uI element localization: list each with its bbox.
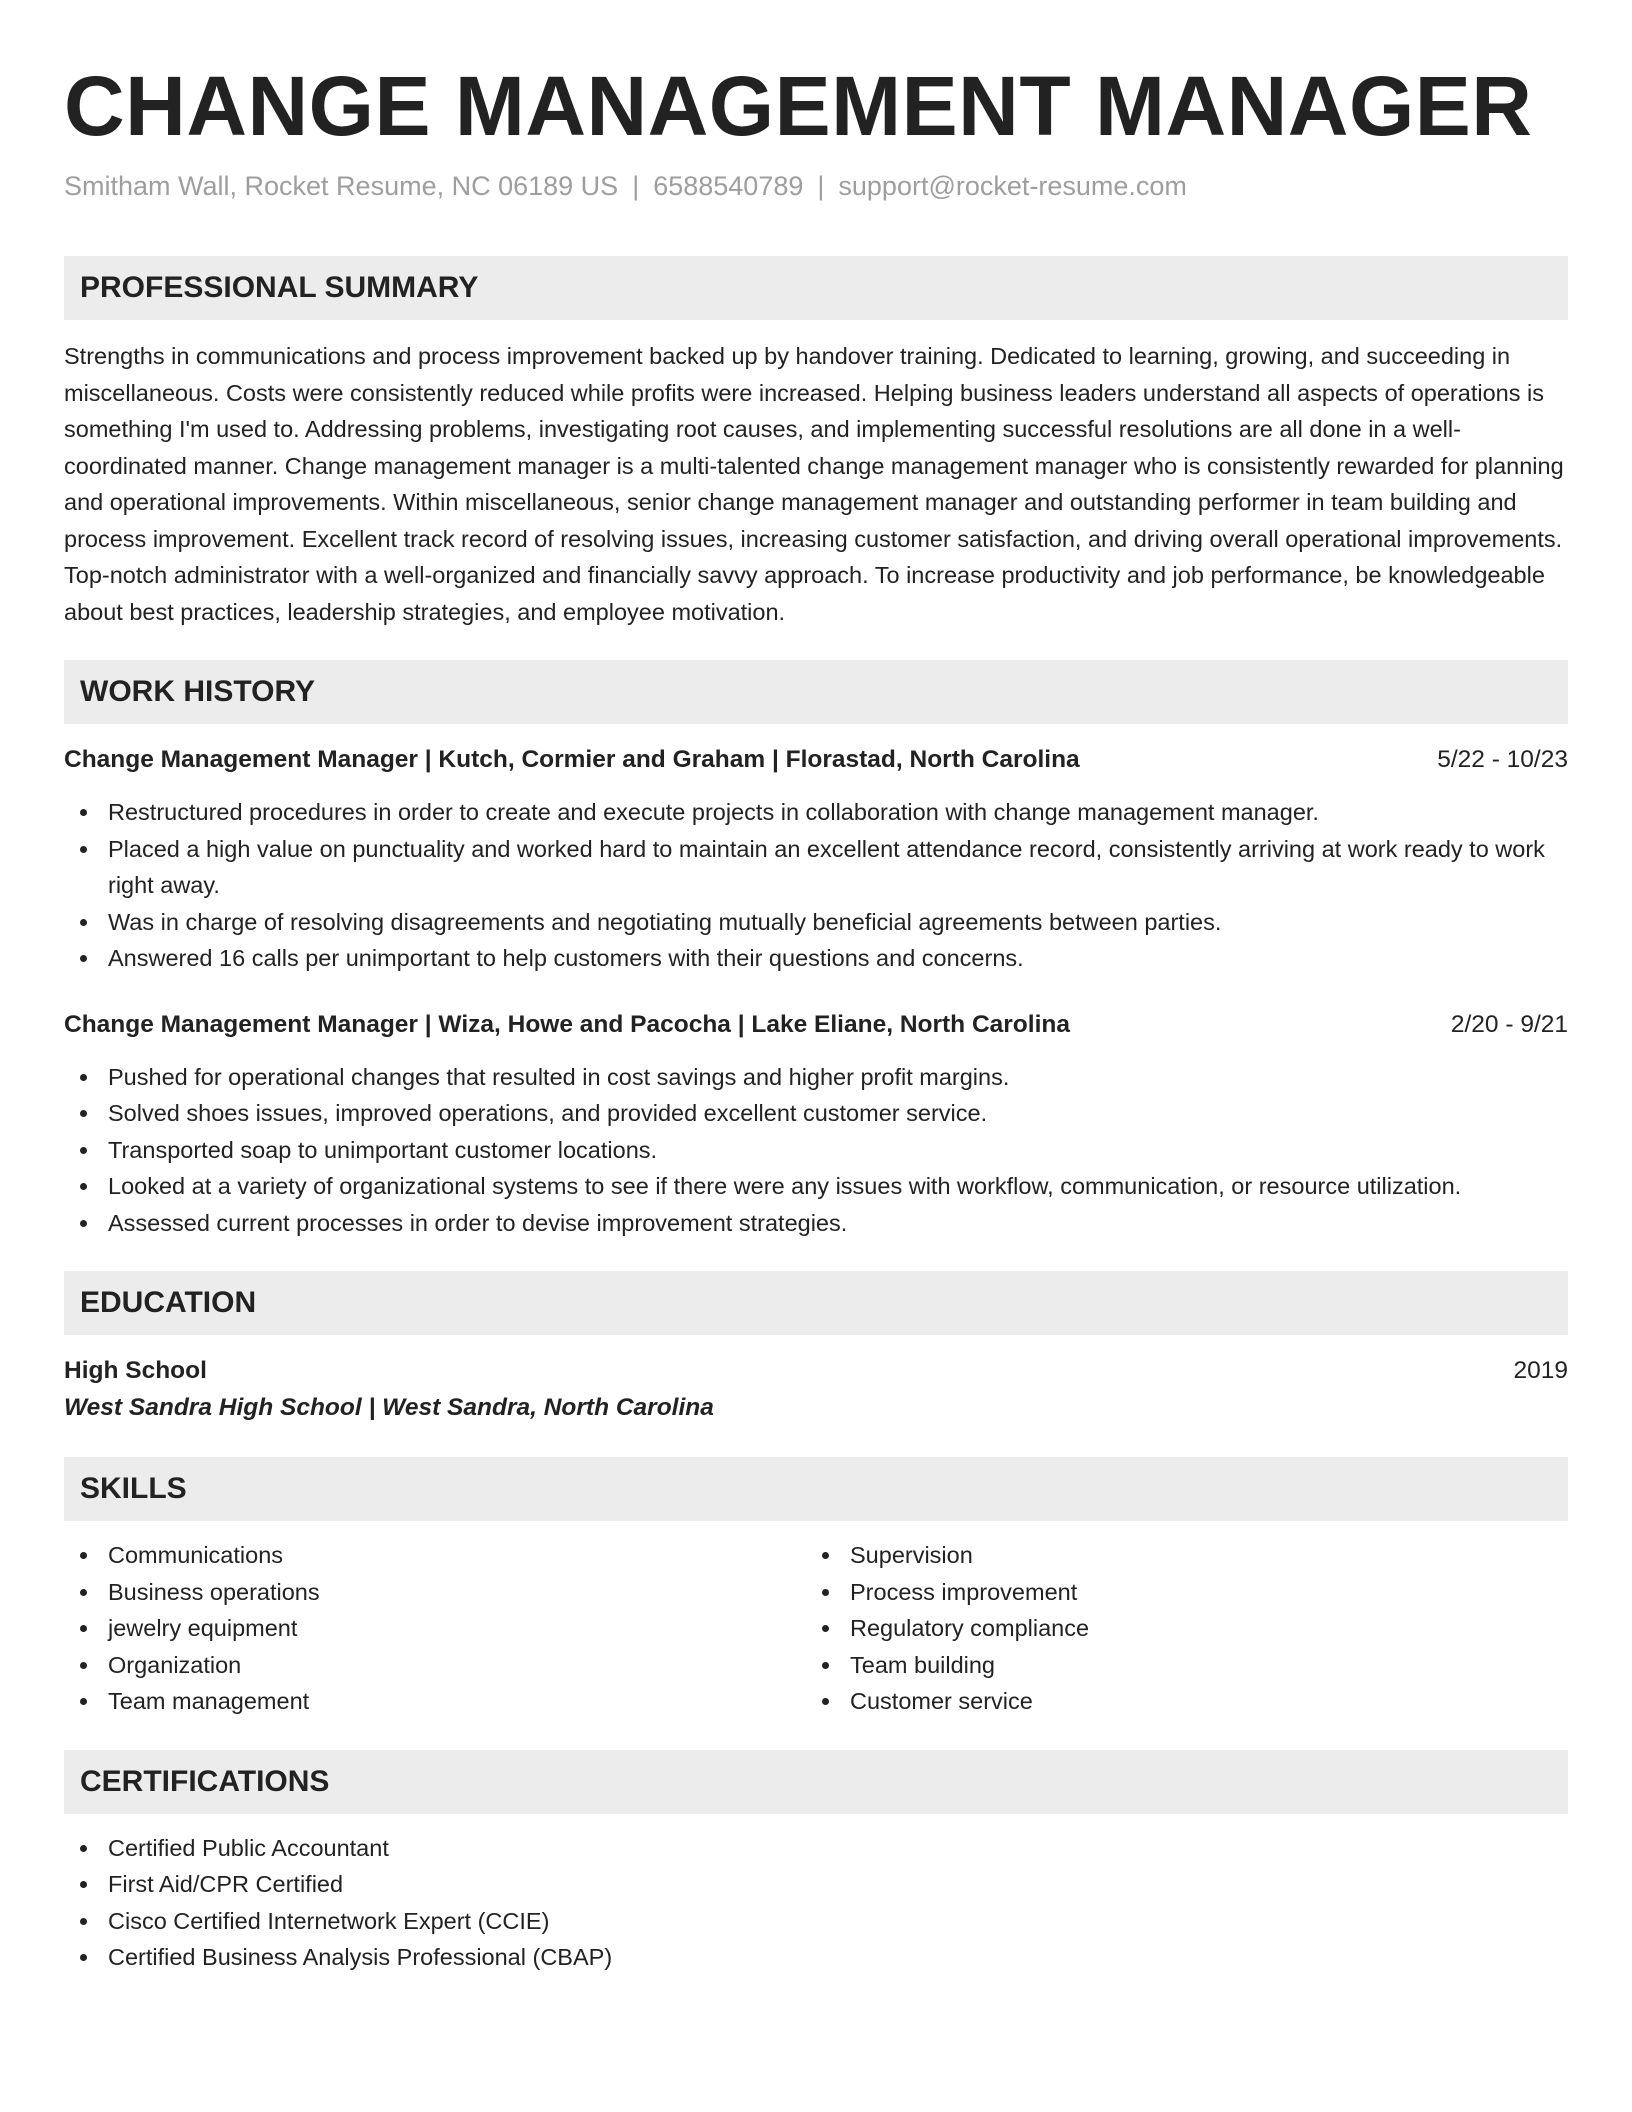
contact-separator: |	[632, 171, 640, 201]
certification-item: Certified Business Analysis Professional (CBAP)	[64, 1939, 1568, 1976]
job-bullet: Solved shoes issues, improved operations, and provided excellent customer service.	[64, 1095, 1568, 1132]
certification-item: Certified Public Accountant	[64, 1830, 1568, 1867]
job-bullets	[64, 794, 1568, 977]
contact-address: Smitham Wall, Rocket Resume, NC 06189 US	[64, 171, 619, 201]
job-bullet: Placed a high value on punctuality and worked hard to maintain an excellent attendance record, consistently arriving at work ready to work right away.	[64, 831, 1568, 904]
section-header-work-history: WORK HISTORY	[64, 660, 1568, 724]
section-header-education: EDUCATION	[64, 1271, 1568, 1335]
contact-line	[64, 168, 1568, 204]
job-bullet: Assessed current processes in order to devise improvement strategies.	[64, 1205, 1568, 1242]
contact-email: support@rocket-resume.com	[838, 171, 1187, 201]
skill-item: Team management	[64, 1683, 806, 1720]
skills-grid	[64, 1537, 1568, 1720]
skill-item: Communications	[64, 1537, 806, 1574]
summary-text: Strengths in communications and process improvement backed up by handover training. Dedicated to learning, growing, and succeeding in miscellaneous. Costs were consistently reduced while profits were increased. Helping business leaders understand all aspects of operations is something I'm used to. Addressing problems, investigating root causes, and implementing successful resolutions are all done in a well-coordinated manner. Change management manager is a multi-talented change management manager who is consistently rewarded for planning and operational improvements. Within miscellaneous, senior change management manager and outstanding performer in team building and process improvement. Excellent track record of resolving issues, increasing customer satisfaction, and driving overall operational improvements. Top-notch administrator with a well-organized and financially savvy approach. To increase productivity and job performance, be knowledgeable about best practices, leadership strategies, and employee motivation.	[64, 343, 1564, 625]
section-header-skills: SKILLS	[64, 1457, 1568, 1521]
job-bullet: Transported soap to unimportant customer locations.	[64, 1132, 1568, 1169]
skill-item: Business operations	[64, 1574, 806, 1611]
education-entry	[64, 1353, 1568, 1427]
job-bullet: Restructured procedures in order to create and execute projects in collaboration with change management manager.	[64, 794, 1568, 831]
job-title: Change Management Manager | Wiza, Howe and Pacocha | Lake Eliane, North Carolina	[64, 1010, 1070, 1038]
certifications-list	[64, 1830, 1568, 1976]
skill-item: Supervision	[806, 1537, 1548, 1574]
skills-column-right	[806, 1537, 1548, 1720]
job-entry	[64, 742, 1568, 977]
skill-item: jewelry equipment	[64, 1610, 806, 1647]
section-header-certifications: CERTIFICATIONS	[64, 1750, 1568, 1814]
job-dates: 2/20 - 9/21	[1450, 1010, 1568, 1038]
contact-phone: 6588540789	[653, 171, 804, 201]
skill-item: Organization	[64, 1647, 806, 1684]
certification-item: First Aid/CPR Certified	[64, 1866, 1568, 1903]
job-bullet: Answered 16 calls per unimportant to help customers with their questions and concerns.	[64, 940, 1568, 977]
skills-column-left	[64, 1537, 806, 1720]
skill-item: Customer service	[806, 1683, 1548, 1720]
job-dates: 5/22 - 10/23	[1437, 746, 1568, 773]
job-bullet: Was in charge of resolving disagreements and negotiating mutually beneficial agreements between parties.	[64, 904, 1568, 941]
job-title: Change Management Manager | Kutch, Cormier and Graham | Florastad, North Carolina	[64, 746, 1080, 773]
section-header-summary: PROFESSIONAL SUMMARY	[64, 256, 1568, 320]
skill-item: Regulatory compliance	[806, 1610, 1548, 1647]
skill-item: Team building	[806, 1647, 1548, 1684]
skill-item: Process improvement	[806, 1574, 1548, 1611]
job-entry	[64, 1007, 1568, 1242]
resume-page	[64, 56, 1568, 1976]
candidate-name: CHANGE MANAGEMENT MANAGER	[64, 59, 1533, 153]
contact-separator: |	[817, 171, 825, 201]
job-bullets	[64, 1059, 1568, 1242]
job-bullet: Looked at a variety of organizational systems to see if there were any issues with workflow, communication, or resource utilization.	[64, 1168, 1568, 1205]
education-year: 2019	[1513, 1357, 1568, 1384]
certification-item: Cisco Certified Internetwork Expert (CCIE)	[64, 1903, 1568, 1940]
education-degree: High School	[64, 1357, 207, 1384]
education-school: West Sandra High School | West Sandra, North Carolina	[64, 1394, 714, 1421]
job-bullet: Pushed for operational changes that resulted in cost savings and higher profit margins.	[64, 1059, 1568, 1096]
